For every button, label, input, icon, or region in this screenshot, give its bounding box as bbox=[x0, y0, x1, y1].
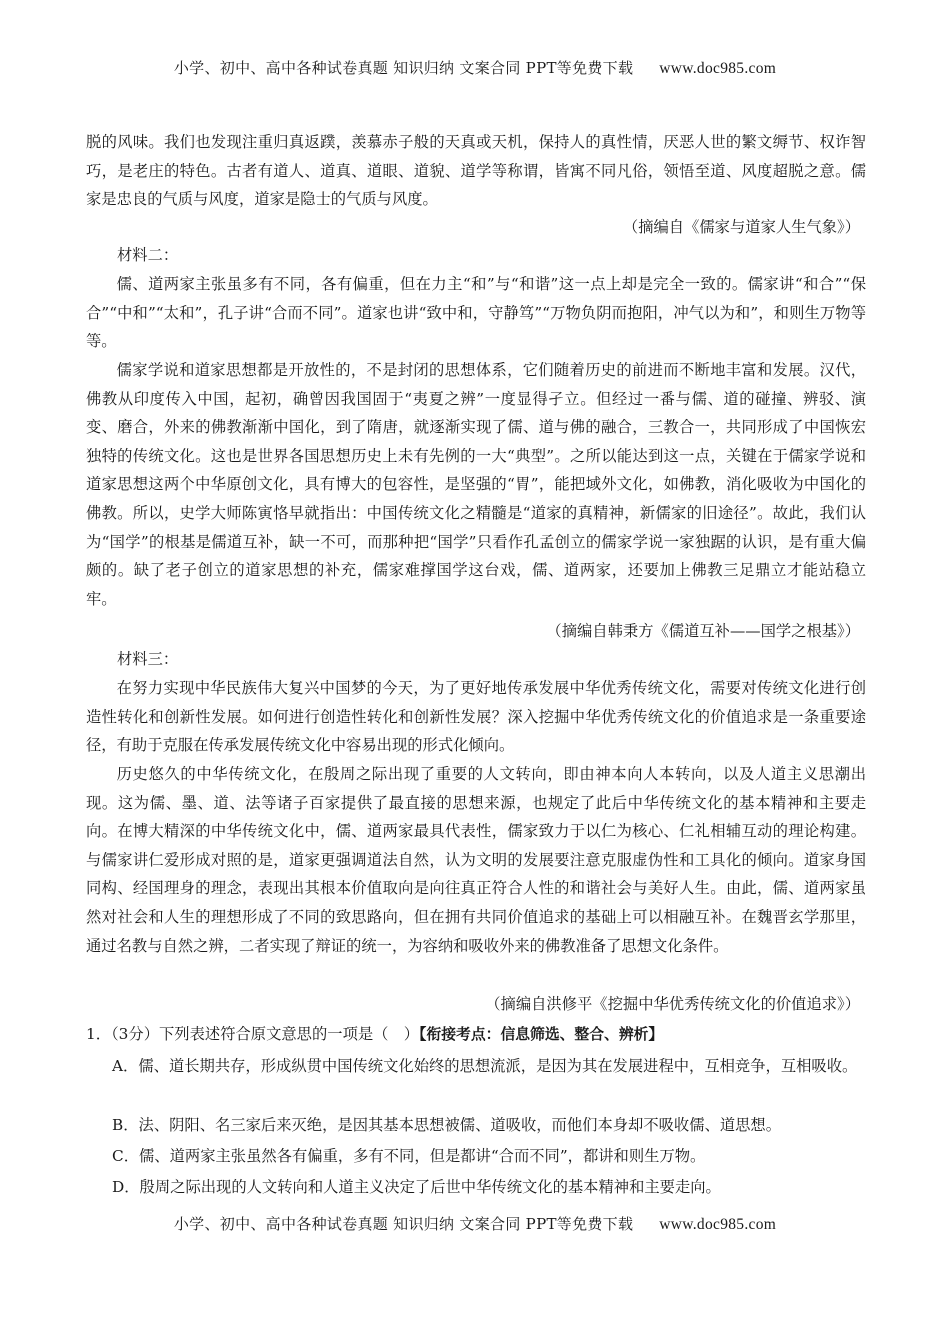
material3-paragraph-1: 在努力实现中华民族伟大复兴中国梦的今天，为了更好地传承发展中华优秀传统文化，需要对传统文化进行创造性转化和创新性发展。如何进行创造性转化和创新性发展？深入挖掘中华优秀传统文化的价值追求是一条重要途径，有助于克服在传承发展传统文化中容易出现的形式化倾向。 bbox=[86, 679, 866, 755]
option-d[interactable]: D．殷周之际出现的人文转向和人道主义决定了后世中华传统文化的基本精神和主要走向。 bbox=[112, 1178, 721, 1196]
material2-label: 材料二： bbox=[117, 246, 179, 264]
question-1-tag: 【衔接考点：信息筛选、整合、辨析】 bbox=[419, 1026, 664, 1043]
option-c[interactable]: C．儒、道两家主张虽然各有偏重，多有不同，但是都讲“合而不同”，都讲和则生万物。 bbox=[112, 1147, 706, 1165]
option-a[interactable]: A．儒、道长期共存，形成纵贯中国传统文化始终的思想流派，是因为其在发展进程中，互相竞争，互相吸收。 bbox=[112, 1057, 858, 1075]
question-1 bbox=[86, 1020, 876, 1050]
page-header bbox=[0, 57, 950, 78]
question-1-stem: 1．（3分）下列表述符合原文意思的一项是（ ） bbox=[86, 1025, 420, 1043]
footer-text: 小学、初中、高中各种试卷真题 知识归纳 文案合同 PPT等免费下载 bbox=[173, 1215, 634, 1233]
page-footer bbox=[0, 1213, 950, 1234]
material2-paragraph-1: 儒、道两家主张虽多有不同，各有偏重，但在力主“和”与“和谐”这一点上却是完全一致的。儒家讲“和合”“保合”“中和”“太和”，孔子讲“合而不同”。道家也讲“致中和，守静笃”“万物负阴而抱阳，冲气以为和”，和则生万物等等。 bbox=[86, 275, 866, 351]
material3-source: （摘编自洪修平《挖掘中华优秀传统文化的价值追求》） bbox=[485, 995, 860, 1013]
material3-label: 材料三： bbox=[117, 650, 179, 668]
header-site[interactable]: www.doc985.com bbox=[659, 60, 777, 77]
material1-source: （摘编自《儒家与道家人生气象》） bbox=[622, 218, 860, 236]
material3-paragraph-2: 历史悠久的中华传统文化，在殷周之际出现了重要的人文转向，即由神本向人本转向，以及人道主义思潮出现。这为儒、墨、道、法等诸子百家提供了最直接的思想来源，也规定了此后中华传统文化的基本精神和主要走向。在博大精深的中华传统文化中，儒、道两家最具代表性，儒家致力于以仁为核心、仁礼相辅互动的理论构建。与儒家讲仁爱形成对照的是，道家更强调道法自然，认为文明的发展要注意克服虚伪性和工具化的倾向。道家身国同构、经国理身的理念，表现出其根本价值取向是向往真正符合人性的和谐社会与美好人生。由此，儒、道两家虽然对社会和人生的理想形成了不同的致思路向，但在拥有共同价值追求的基础上可以相融互补。在魏晋玄学那里，通过名教与自然之辨，二者实现了辩证的统一，为容纳和吸收外来的佛教准备了思想文化条件。 bbox=[86, 765, 866, 955]
option-b[interactable]: B．法、阴阳、名三家后来灭绝，是因其基本思想被儒、道吸收，而他们本身却不吸收儒、道思想。 bbox=[112, 1116, 782, 1134]
footer-site[interactable]: www.doc985.com bbox=[659, 1216, 777, 1233]
material2-source: （摘编自韩秉方《儒道互补——国学之根基》） bbox=[546, 622, 860, 640]
material1-continuation: 脱的风味。我们也发现注重归真返蹼，羡慕赤子般的天真或天机，保持人的真性情，厌恶人世的繁文缛节、权诈智巧，是老庄的特色。古者有道人、道真、道眼、道貌、道学等称谓，皆寓不同凡俗，领悟至道、风度超脱之意。儒家是忠良的气质与风度，道家是隐士的气质与风度。 bbox=[86, 133, 866, 209]
header-text: 小学、初中、高中各种试卷真题 知识归纳 文案合同 PPT等免费下载 bbox=[173, 59, 634, 77]
material2-paragraph-2: 儒家学说和道家思想都是开放性的，不是封闭的思想体系，它们随着历史的前进而不断地丰富和发展。汉代，佛教从印度传入中国，起初，确曾因我国固于“夷夏之辨”一度显得孑立。但经过一番与儒、道的碰撞、辨驳、演变、磨合，外来的佛教渐渐中国化，到了隋唐，就逐渐实现了儒、道与佛的融合，三教合一，共同形成了中国恢宏独特的传统文化。这也是世界各国思想历史上未有先例的一大“典型”。之所以能达到这一点，关键在于儒家学说和道家思想这两个中华原创文化，具有博大的包容性，是坚强的“胃”，能把域外文化，如佛教，消化吸收为中国化的佛教。所以，史学大师陈寅恪早就指出：中国传统文化之精髓是“道家的真精神，新儒家的旧途径”。故此，我们认为“国学”的根基是儒道互补，缺一不可，而那种把“国学”只看作孔孟创立的儒家学说一家独踞的认识，是有重大偏颇的。缺了老子创立的道家思想的补充，儒家难撑国学这台戏，儒、道两家，还要加上佛教三足鼎立才能站稳立牢。 bbox=[86, 361, 866, 608]
